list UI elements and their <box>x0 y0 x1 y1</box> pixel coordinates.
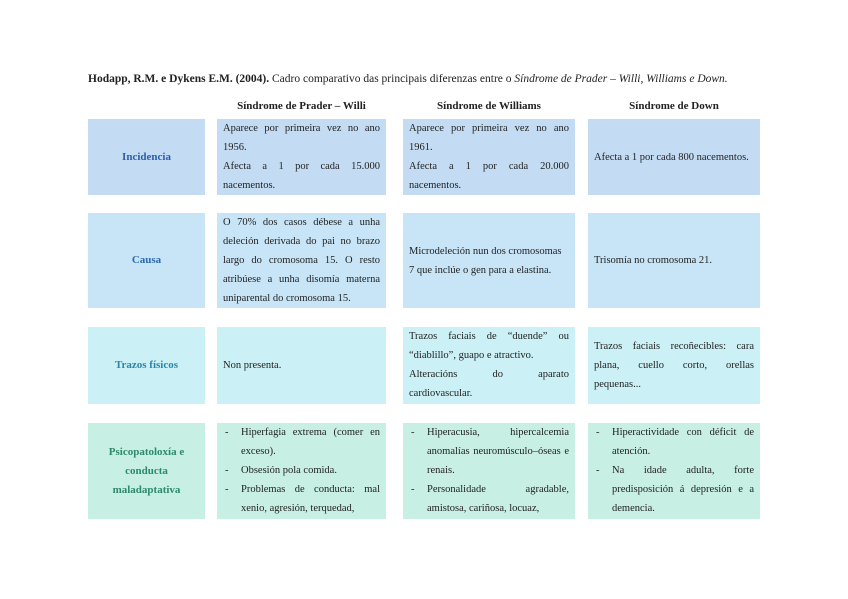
causa-williams-text: Microdeleción nun dos cromosomas 7 que inclúe o gen para a elastina. <box>409 245 562 276</box>
list-item: - Personalidade agradable, amistosa, cariñosa, locuaz, <box>409 480 569 518</box>
row-label-incidencia: Incidencia <box>88 119 205 195</box>
incidencia-williams-line-2: Afecta a 1 por cada 20.000 nacementos. <box>409 161 569 191</box>
cell-incidencia-williams <box>403 119 575 195</box>
row-label-trazos-fisicos: Trazos físicos <box>88 327 205 404</box>
cell-trazos-down <box>588 327 760 404</box>
trazos-prader-text: Non presenta. <box>223 360 282 371</box>
caption-syndromes: Síndrome de Prader – Willi, Williams e Down. <box>514 73 728 85</box>
trazos-down-text: Trazos faciais recoñecibles: cara plana, cuello corto, orellas pequenas... <box>594 341 754 390</box>
column-header-williams: Síndrome de Williams <box>437 100 541 112</box>
column-header-prader-willi: Síndrome de Prader – Willi <box>237 100 366 112</box>
psico-williams-list <box>409 423 569 518</box>
psico-prader-list <box>223 423 380 518</box>
cell-trazos-prader-willi <box>217 327 386 404</box>
trazos-williams-line-2: Alteracións do aparato cardiovascular. <box>409 369 569 399</box>
row-label-psicopatoloxia: Psicopatoloxía e conducta maladaptativa <box>88 423 205 519</box>
causa-down-text: Trisomía no cromosoma 21. <box>594 255 713 266</box>
incidencia-prader-line-1: Aparece por primeira vez no ano 1956. <box>223 123 380 153</box>
list-item: - Hiperacusia, hipercalcemia anomalías neuromúsculo–óseas e renais. <box>409 423 569 480</box>
list-item: - Hiperfagia extrema (comer en exceso). <box>223 423 380 461</box>
list-item: - Obsesión pola comida. <box>223 461 380 480</box>
cell-psico-prader-willi <box>217 423 386 519</box>
cell-causa-prader-willi <box>217 213 386 308</box>
cell-incidencia-prader-willi <box>217 119 386 195</box>
caption-text: Cadro comparativo das principais diferenzas entre o <box>269 73 515 85</box>
row-label-causa: Causa <box>88 213 205 308</box>
incidencia-williams-line-1: Aparece por primeira vez no ano 1961. <box>409 123 569 153</box>
psico-down-list <box>594 423 754 518</box>
list-item: - Na idade adulta, forte predisposición á depresión e a demencia. <box>594 461 754 518</box>
cell-psico-down <box>588 423 760 519</box>
list-item: - Problemas de conducta: mal xenio, agresión, terquedad, <box>223 480 380 518</box>
caption-authors: Hodapp, R.M. e Dykens E.M. (2004). <box>88 73 270 85</box>
list-item: - Hiperactividade con déficit de atención. <box>594 423 754 461</box>
cell-causa-down <box>588 213 760 308</box>
causa-prader-text: O 70% dos casos débese a unha deleción derivada do pai no brazo largo do cromosoma 15. O resto atribúese a unha disomía materna uniparental do cromosoma 15. <box>223 217 380 304</box>
cell-causa-williams <box>403 213 575 308</box>
cell-incidencia-down <box>588 119 760 195</box>
incidencia-prader-line-2: Afecta a 1 por cada 15.000 nacementos. <box>223 161 380 191</box>
cell-trazos-williams <box>403 327 575 404</box>
column-header-down: Síndrome de Down <box>629 100 719 112</box>
incidencia-down-text: Afecta a 1 por cada 800 nacementos. <box>594 151 749 163</box>
trazos-williams-line-1: Trazos faciais de “duende” ou “diablillo”, guapo e atractivo. <box>409 331 569 361</box>
cell-psico-williams <box>403 423 575 519</box>
table-caption <box>88 72 788 86</box>
